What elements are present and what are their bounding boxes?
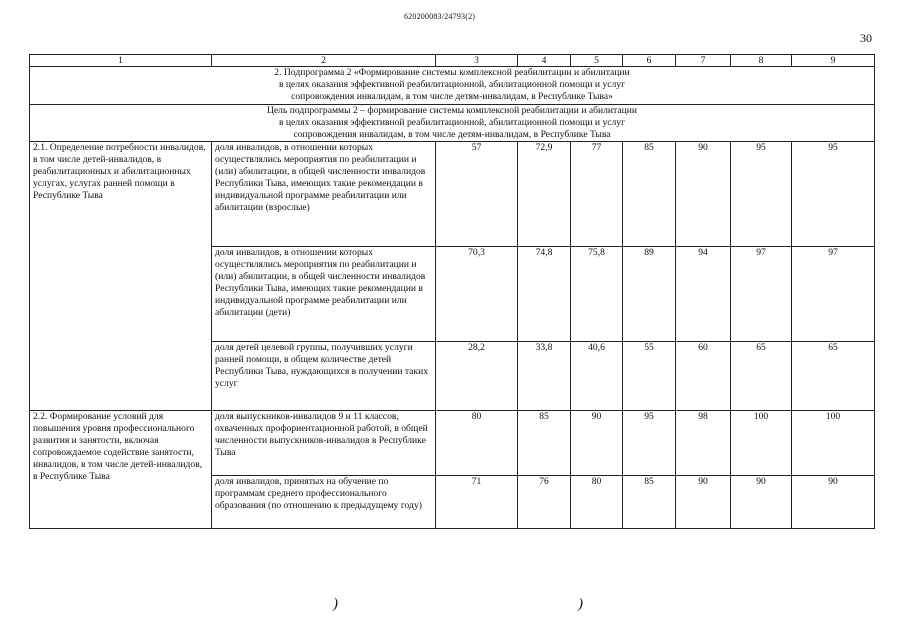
- column-header: 9: [792, 55, 875, 67]
- value-cell: 80: [436, 411, 518, 476]
- indicators-table: [29, 54, 875, 529]
- value-cell: 90: [676, 476, 731, 529]
- value-cell: 95: [792, 142, 875, 247]
- value-cell: 90: [676, 142, 731, 247]
- column-header: 2: [212, 55, 436, 67]
- value-cell: 77: [571, 142, 623, 247]
- indicator-cell: доля выпускников-инвалидов 9 и 11 классов, охваченных профориентационной работой, в общей численности выпускников-инвалидов в Республике Тыва: [212, 411, 436, 476]
- column-header: 1: [30, 55, 212, 67]
- value-cell: 95: [731, 142, 792, 247]
- value-cell: 55: [623, 342, 676, 411]
- margin-mark: ): [333, 596, 338, 612]
- value-cell: 65: [731, 342, 792, 411]
- value-cell: 71: [436, 476, 518, 529]
- subprogram-title-line: в целях оказания эффективной реабилитационной, абилитационной помощи и услуг: [278, 79, 626, 90]
- column-header-row: [30, 55, 875, 67]
- indicator-cell: доля инвалидов, в отношении которых осуществлялись мероприятия по реабилитации и (или) абилитации, в общей численности инвалидов Республики Тыва, имеющих такие рекомендации в индивидуальной программе реабилитации или абилитации (дети): [212, 247, 436, 342]
- value-cell: 100: [731, 411, 792, 476]
- task-cell: 2.2. Формирование условий для повышения уровня профессионального развития и занятости, включая сопровождаемое содействие занятости, инвалидов, в том числе детей-инвалидов, в Республике Тыва: [30, 411, 212, 529]
- column-header: 4: [518, 55, 571, 67]
- goal-row: [30, 105, 875, 142]
- value-cell: 98: [676, 411, 731, 476]
- value-cell: 70,3: [436, 247, 518, 342]
- page-number: 30: [860, 31, 872, 45]
- indicator-cell: доля детей целевой группы, получивших услуги ранней помощи, в общем количестве детей Республики Тыва, нуждающихся в получении таких услуг: [212, 342, 436, 411]
- value-cell: 97: [792, 247, 875, 342]
- value-cell: 85: [518, 411, 571, 476]
- value-cell: 60: [676, 342, 731, 411]
- goal-line: Цель подпрограммы 2 – формирование системы комплексной реабилитации и абилитации: [266, 105, 638, 116]
- goal-line: в целях оказания эффективной реабилитационной, абилитационной помощи и услуг: [278, 117, 626, 128]
- value-cell: 80: [571, 476, 623, 529]
- value-cell: 40,6: [571, 342, 623, 411]
- value-cell: 33,8: [518, 342, 571, 411]
- subprogram-title-line: 2. Подпрограмма 2 «Формирование системы комплексной реабилитации и абилитации: [274, 67, 630, 78]
- value-cell: 90: [792, 476, 875, 529]
- value-cell: 76: [518, 476, 571, 529]
- table-row: [30, 411, 875, 476]
- task-cell: 2.1. Определение потребности инвалидов, в том числе детей-инвалидов, в реабилитационных и абилитационных услугах, услугах ранней помощи в Республике Тыва: [30, 142, 212, 411]
- value-cell: 75,8: [571, 247, 623, 342]
- value-cell: 57: [436, 142, 518, 247]
- column-header: 5: [571, 55, 623, 67]
- value-cell: 95: [623, 411, 676, 476]
- subprogram-title-line: сопровождения инвалидам, в том числе детям-инвалидам, в Республике Тыва»: [291, 91, 613, 102]
- value-cell: 85: [623, 476, 676, 529]
- indicator-cell: доля инвалидов, принятых на обучение по программам среднего профессионального образования (по отношению к предыдущему году): [212, 476, 436, 529]
- subprogram-goal: [30, 105, 875, 142]
- subprogram-title-row: [30, 67, 875, 105]
- value-cell: 72,9: [518, 142, 571, 247]
- value-cell: 85: [623, 142, 676, 247]
- column-header: 3: [436, 55, 518, 67]
- value-cell: 65: [792, 342, 875, 411]
- document-id: 620200083/24793(2): [404, 12, 476, 21]
- column-header: 6: [623, 55, 676, 67]
- value-cell: 90: [731, 476, 792, 529]
- subprogram-title: [30, 67, 875, 105]
- column-header: 7: [676, 55, 731, 67]
- value-cell: 28,2: [436, 342, 518, 411]
- value-cell: 97: [731, 247, 792, 342]
- column-header: 8: [731, 55, 792, 67]
- value-cell: 100: [792, 411, 875, 476]
- value-cell: 90: [571, 411, 623, 476]
- value-cell: 74,8: [518, 247, 571, 342]
- indicator-cell: доля инвалидов, в отношении которых осуществлялись мероприятия по реабилитации и (или) абилитации, в общей численности инвалидов Республики Тыва, имеющих такие рекомендации в индивидуальной программе реабилитации или абилитации (взрослые): [212, 142, 436, 247]
- margin-mark: ): [578, 596, 583, 612]
- goal-line: сопровождения инвалидам, в том числе детям-инвалидам, в Республике Тыва: [293, 129, 611, 140]
- value-cell: 94: [676, 247, 731, 342]
- table-row: [30, 142, 875, 247]
- value-cell: 89: [623, 247, 676, 342]
